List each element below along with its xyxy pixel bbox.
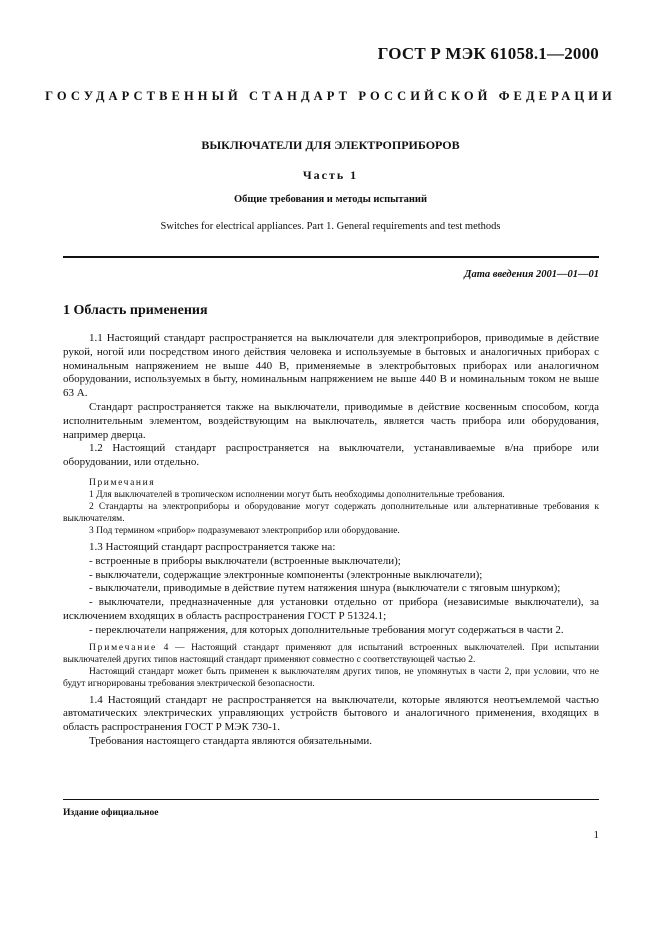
section-body — [63, 332, 599, 749]
list-item: - встроенные в приборы выключатели (встроенные выключатели); — [89, 554, 401, 567]
state-standard-title: ГОСУДАРСТВЕННЫЙ СТАНДАРТ РОССИЙСКОЙ ФЕДЕРАЦИИ — [45, 89, 616, 103]
note — [63, 642, 599, 666]
paragraph: 1.4 Настоящий стандарт не распространяется на выключатели, которые являются неотъемлемой частью автоматических электрических управляющих устройств бытового и аналогичного применения, входящих в область распространения ГОСТ Р МЭК 730-1. — [63, 693, 599, 734]
section-heading: 1 Область применения — [63, 303, 208, 318]
page-number: 1 — [593, 829, 599, 841]
document-title: ВЫКЛЮЧАТЕЛИ ДЛЯ ЭЛЕКТРОПРИБОРОВ — [201, 138, 460, 152]
note: 1 Для выключателей в тропическом исполнении могут быть необходимы дополнительные требования. — [89, 489, 505, 500]
note: Настоящий стандарт может быть применен к выключателям других типов, не упомянутых в части 2, при условии, что не будут игнорированы требования электрической безопасности. — [63, 666, 599, 689]
list-item: - выключатели, приводимые в действие путем натяжения шнура (выключатели с тяговым шнурком); — [89, 582, 561, 595]
note: 3 Под термином «прибор» подразумевают электроприбор или оборудование. — [89, 525, 400, 536]
paragraph: Требования настоящего стандарта являются обязательными. — [89, 734, 373, 747]
note-text: 4 — Настоящий стандарт применяют для испытаний встроенных выключателей. При испытании выключателей других типов настоящий стандарт применяют совместно с соответствующей частью 2. — [63, 642, 599, 665]
note: 2 Стандарты на электроприборы и оборудование могут содержать дополнительные или альтернативные требования к выключателям. — [63, 501, 599, 524]
part-label: Часть 1 — [302, 168, 359, 182]
paragraph: 1.2 Настоящий стандарт распространяется на выключатели, устанавливаемые в/на приборе или оборудовании, или отдельно. — [63, 442, 599, 469]
list-item: - переключатели напряжения, для которых дополнительные требования могут содержаться в части 2. — [89, 623, 564, 636]
notes-heading: Примечания — [89, 477, 156, 488]
paragraph: Стандарт распространяется также на выключатели, приводимые в действие косвенным способом, когда исполнительным элементом, воздействующим на выключатель, является часть прибора или оборудования, например дверца. — [63, 400, 599, 441]
top-divider — [63, 256, 599, 258]
paragraph: 1.1 Настоящий стандарт распространяется на выключатели для электроприборов, приводимые в действие рукой, ногой или посредством иного действия человека и используемые в бытовых и аналогичных приборах с номинальным напряжением не выше 440 В, применяемые в электробытовых приборах или аналогичном оборудовании, используемых в быту, номинальным напряжением не выше 440 В и номинальным током не выше 63 А. — [63, 332, 599, 400]
note-label: Примечание — [89, 642, 158, 653]
introduction-date: Дата введения 2001—01—01 — [464, 269, 599, 280]
edition-label: Издание официальное — [63, 808, 159, 818]
paragraph: 1.3 Настоящий стандарт распространяется также на: — [89, 540, 336, 553]
list-item: - выключатели, содержащие электронные компоненты (электронные выключатели); — [89, 568, 483, 581]
english-title: Switches for electrical appliances. Part 1. General requirements and test methods — [160, 221, 501, 232]
bottom-divider — [63, 799, 599, 800]
document-subtitle: Общие требования и методы испытаний — [233, 194, 428, 205]
list-item: - выключатели, предназначенные для установки отдельно от прибора (независимые выключатели), за исключением входящих в область распространения ГОСТ Р 51324.1; — [63, 596, 599, 622]
gost-number: ГОСТ Р МЭК 61058.1—2000 — [377, 44, 599, 63]
